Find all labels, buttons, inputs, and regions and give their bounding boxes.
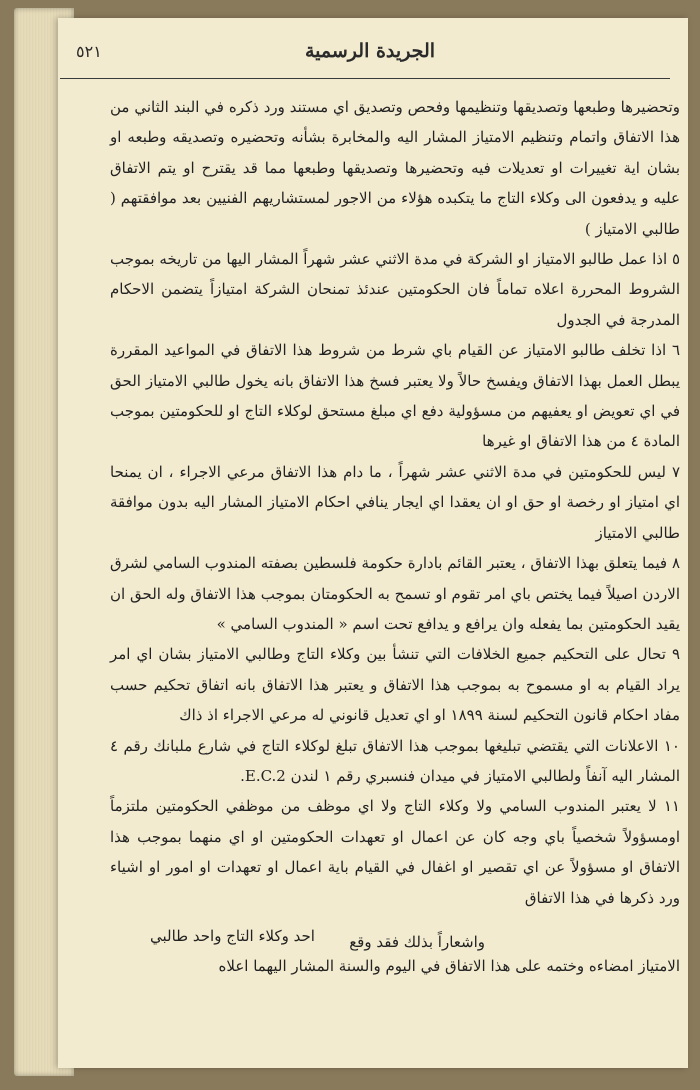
paragraph-article-9: ٩ تحال على التحكيم جميع الخلافات التي تنشأ بين وكلاء التاج وطالبي الامتياز بشان اي امر يراد القيام به او مسموح به بموجب هذا الاتفاق و يعتبر هذا الاتفاق بانه اتفاق تحكيم حسب مفاد احكام قانون التحكيم لسنة ١٨٩٩ او اي تعديل قانوني له مرعي الاجراء اذ ذاك (110, 645, 680, 725)
signature-intro: واشعاراً بذلك فقد وقع (349, 933, 485, 951)
page-title: الجريدة الرسمية (304, 40, 436, 62)
running-head (60, 38, 680, 70)
body-text (110, 92, 680, 992)
paragraph-article-10: ١٠ الاعلانات التي يقتضي تبليغها بموجب هذا الاتفاق تبلغ لوكلاء التاج في شارع ملبانك رقم ٤ المشار اليه آنفاً ولطالبي الامتياز في ميدان فنسبري رقم ١ لندن E.C.2. (110, 736, 680, 785)
signature-row (150, 927, 660, 957)
signature-parties: احد وكلاء التاج واحد طالبي (150, 927, 315, 945)
header-rule (60, 78, 670, 79)
paragraph-article-7: ٧ ليس للحكومتين في مدة الاثني عشر شهراً ، ما دام هذا الاتفاق مرعي الاجراء ، ان يمنحا اي امتياز او رخصة او حق او ان يعقدا اي ايجار ينافي احكام الامتياز المشار اليه بدون موافقة طالبي الامتياز (110, 462, 680, 542)
closing-line: الامتياز امضاءه وختمه على هذا الاتفاق في اليوم والسنة المشار اليهما اعلاه (218, 957, 680, 975)
paragraph-article-6: ٦ اذا تخلف طالبو الامتياز عن القيام باي شرط من شروط هذا الاتفاق في المواعيد المقررة يبطل العمل بهذا الاتفاق ويفسخ حالاً ولا يعتبر فسخ هذا الاتفاق بانه يخول طالبي الامتياز الحق في اي تعويض او يعفيهم من مسؤولية دفع اي مبلغ مستحق لوكلاء التاج او للحكومتين بموجب المادة ٤ من هذا الاتفاق او غيرها (110, 341, 680, 451)
paragraph-article-5: ٥ اذا عمل طالبو الامتياز او الشركة في مدة الاثني عشر شهراً المشار اليها من تاريخه بموجب الشروط المحررة اعلاه تماماً فان الحكومتين عندئذ تمنحان الشركة امتيازاً يتضمن الاحكام المدرجة في الجدول (110, 250, 680, 329)
page-number: ٥٢١ (76, 42, 102, 61)
paragraph-article-11: ١١ لا يعتبر المندوب السامي ولا وكلاء التاج ولا اي موظف من موظفي الحكومتين ملتزماً اومسؤولاً شخصياً باي وجه كان عن اعمال او تعهدات الحكومتين او اي منهما بموجب هذا الاتفاق او مسؤولاً عن اي تقصير او اغفال في القيام باية اعمال او تعهدات او امور او اشياء ورد ذكرها في هذا الاتفاق (110, 797, 680, 907)
paragraph-continuation: وتحضيرها وطبعها وتصديقها وتنظيمها وفحص وتصديق اي مستند ورد ذكره في البند الثاني من هذا الاتفاق واتمام وتنظيم الامتياز المشار اليه والمخابرة بشأنه وتحضيره وتصديقه وطبعه او بشان اية تغييرات او تعديلات فيه وتحضيرها وتصديقها وطبعها مما قد يقترح او يتم الاتفاق عليه و يدفعون الى وكلاء التاج ما يتكبده هؤلاء من الاجور لمستشاريهم الفنيين بعد موافقتهم ( طالبي الامتياز ) (110, 98, 680, 238)
paragraph-article-8: ٨ فيما يتعلق بهذا الاتفاق ، يعتبر القائم بادارة حكومة فلسطين بصفته المندوب السامي لشرق الاردن اصيلاً فيما يختص باي امر تقوم او تسمح به الحكومتان بموجب هذا الاتفاق وله الحق ان يقيد الحكومتين بما يفعله وان يرافع و يدافع تحت اسم « المندوب السامي » (110, 554, 680, 633)
